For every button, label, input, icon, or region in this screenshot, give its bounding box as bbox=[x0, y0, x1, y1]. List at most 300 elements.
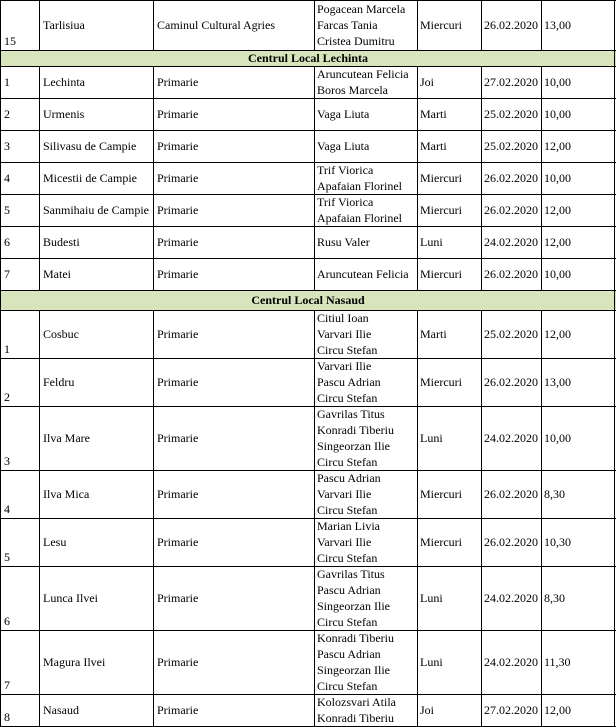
column-border bbox=[314, 518, 315, 566]
column-border bbox=[0, 98, 1, 130]
person-name: Vaga Liuta bbox=[317, 139, 370, 153]
column-border bbox=[614, 50, 615, 66]
row-number: 5 bbox=[4, 550, 10, 564]
row-number: 4 bbox=[4, 171, 10, 185]
date-cell: 25.02.2020 bbox=[484, 139, 538, 153]
column-border bbox=[314, 0, 315, 50]
row-border bbox=[0, 130, 616, 131]
hour-cell: 13,00 bbox=[544, 18, 571, 32]
column-border bbox=[417, 130, 418, 162]
column-border bbox=[417, 694, 418, 726]
column-border bbox=[481, 162, 482, 194]
person-name: Circu Stefan bbox=[317, 503, 378, 517]
date-cell: 25.02.2020 bbox=[484, 327, 538, 341]
person-name: Apafaian Florinel bbox=[317, 211, 402, 225]
person-name: Circu Stefan bbox=[317, 455, 378, 469]
row-number: 5 bbox=[4, 203, 10, 217]
table-row[interactable] bbox=[0, 0, 616, 50]
person-name: Pascu Adrian bbox=[317, 471, 381, 485]
institution-cell: Primarie bbox=[157, 375, 199, 389]
column-border bbox=[0, 566, 1, 630]
hour-cell: 12,00 bbox=[544, 327, 571, 341]
persons-cell bbox=[317, 566, 417, 630]
row-number: 1 bbox=[4, 75, 10, 89]
person-name: Gavrilas Titus bbox=[317, 567, 385, 581]
column-border bbox=[481, 630, 482, 694]
row-border bbox=[0, 470, 616, 471]
institution-cell: Caminul Cultural Agries bbox=[157, 18, 275, 32]
column-border bbox=[314, 226, 315, 258]
day-cell: Miercuri bbox=[420, 18, 462, 32]
column-border bbox=[614, 226, 615, 258]
column-border bbox=[314, 694, 315, 726]
column-border bbox=[481, 518, 482, 566]
column-border bbox=[417, 258, 418, 290]
person-name: Boros Marcela bbox=[317, 83, 388, 97]
institution-cell: Primarie bbox=[157, 431, 199, 445]
column-border bbox=[417, 310, 418, 358]
column-border bbox=[0, 518, 1, 566]
locality-cell: Tarlisiua bbox=[43, 18, 85, 32]
persons-cell bbox=[317, 406, 417, 470]
column-border bbox=[417, 194, 418, 226]
institution-cell: Primarie bbox=[157, 591, 199, 605]
person-name: Varvari Ilie bbox=[317, 535, 372, 549]
column-border bbox=[153, 470, 154, 518]
hour-cell: 12,00 bbox=[544, 703, 571, 717]
date-cell: 26.02.2020 bbox=[484, 203, 538, 217]
column-border bbox=[39, 226, 40, 258]
column-border bbox=[481, 470, 482, 518]
row-border bbox=[0, 98, 616, 99]
day-cell: Miercuri bbox=[420, 375, 462, 389]
person-name: Circu Stefan bbox=[317, 679, 378, 693]
locality-cell: Urmenis bbox=[43, 107, 85, 121]
locality-cell: Feldru bbox=[43, 375, 75, 389]
institution-cell: Primarie bbox=[157, 235, 199, 249]
hour-cell: 12,00 bbox=[544, 139, 571, 153]
hour-cell: 11,30 bbox=[544, 655, 571, 669]
column-border bbox=[481, 310, 482, 358]
person-name: Pogacean Marcela bbox=[317, 2, 406, 16]
column-border bbox=[314, 66, 315, 98]
row-border bbox=[0, 66, 616, 67]
table-row[interactable] bbox=[0, 518, 616, 566]
row-border bbox=[0, 162, 616, 163]
table-row[interactable] bbox=[0, 258, 616, 290]
hour-cell: 10,00 bbox=[544, 267, 571, 281]
column-border bbox=[153, 258, 154, 290]
column-border bbox=[153, 406, 154, 470]
hour-cell: 10,00 bbox=[544, 75, 571, 89]
person-name: Circu Stefan bbox=[317, 391, 378, 405]
person-name: Kolozsvari Atila bbox=[317, 695, 396, 709]
column-border bbox=[314, 162, 315, 194]
person-name: Singeorzan Ilie bbox=[317, 663, 390, 677]
column-border bbox=[614, 162, 615, 194]
column-border bbox=[153, 130, 154, 162]
person-name: Singeorzan Ilie bbox=[317, 599, 390, 613]
institution-cell: Primarie bbox=[157, 267, 199, 281]
column-border bbox=[153, 66, 154, 98]
column-border bbox=[153, 0, 154, 50]
column-border bbox=[541, 258, 542, 290]
person-name: Varvari Ilie bbox=[317, 487, 372, 501]
person-name: Pascu Adrian bbox=[317, 647, 381, 661]
column-border bbox=[481, 358, 482, 406]
row-border bbox=[0, 310, 616, 311]
date-cell: 24.02.2020 bbox=[484, 591, 538, 605]
column-border bbox=[417, 518, 418, 566]
column-border bbox=[417, 66, 418, 98]
person-name: Trif Viorica bbox=[317, 163, 374, 177]
person-name: Gavrilas Titus bbox=[317, 407, 385, 421]
column-border bbox=[614, 406, 615, 470]
row-number: 2 bbox=[4, 107, 10, 121]
locality-cell: Ilva Mare bbox=[43, 431, 90, 445]
column-border bbox=[614, 310, 615, 358]
column-border bbox=[614, 194, 615, 226]
column-border bbox=[614, 630, 615, 694]
locality-cell: Lunca Ilvei bbox=[43, 591, 98, 605]
column-border bbox=[541, 0, 542, 50]
day-cell: Miercuri bbox=[420, 535, 462, 549]
column-border bbox=[39, 694, 40, 726]
column-border bbox=[314, 130, 315, 162]
column-border bbox=[314, 358, 315, 406]
column-border bbox=[39, 130, 40, 162]
column-border bbox=[614, 98, 615, 130]
date-cell: 24.02.2020 bbox=[484, 431, 538, 445]
persons-cell bbox=[317, 310, 417, 358]
person-name: Singeorzan Ilie bbox=[317, 439, 390, 453]
column-border bbox=[417, 358, 418, 406]
person-name: Aruncutean Felicia bbox=[317, 267, 409, 281]
column-border bbox=[153, 162, 154, 194]
column-border bbox=[39, 406, 40, 470]
table-row[interactable] bbox=[0, 694, 616, 726]
table-row[interactable] bbox=[0, 566, 616, 630]
column-border bbox=[417, 98, 418, 130]
column-border bbox=[481, 130, 482, 162]
persons-cell bbox=[317, 130, 417, 162]
column-border bbox=[39, 162, 40, 194]
column-border bbox=[314, 258, 315, 290]
column-border bbox=[417, 226, 418, 258]
column-border bbox=[417, 470, 418, 518]
column-border bbox=[153, 226, 154, 258]
person-name: Konradi Tiberiu bbox=[317, 423, 395, 437]
row-border bbox=[0, 290, 616, 291]
row-number: 6 bbox=[4, 614, 10, 628]
column-border bbox=[614, 130, 615, 162]
date-cell: 24.02.2020 bbox=[484, 655, 538, 669]
date-cell: 24.02.2020 bbox=[484, 235, 538, 249]
date-cell: 27.02.2020 bbox=[484, 75, 538, 89]
column-border bbox=[0, 290, 1, 310]
column-border bbox=[481, 694, 482, 726]
row-number: 3 bbox=[4, 454, 10, 468]
hour-cell: 10,00 bbox=[544, 107, 571, 121]
locality-cell: Micestii de Campie bbox=[43, 171, 137, 185]
column-border bbox=[417, 0, 418, 50]
column-border bbox=[614, 518, 615, 566]
column-border bbox=[541, 162, 542, 194]
column-border bbox=[39, 566, 40, 630]
table-row[interactable] bbox=[0, 470, 616, 518]
hour-cell: 12,00 bbox=[544, 203, 571, 217]
table-row[interactable] bbox=[0, 358, 616, 406]
date-cell: 26.02.2020 bbox=[484, 487, 538, 501]
day-cell: Luni bbox=[420, 655, 443, 669]
locality-cell: Magura Ilvei bbox=[43, 655, 106, 669]
date-cell: 26.02.2020 bbox=[484, 375, 538, 389]
column-border bbox=[481, 194, 482, 226]
column-border bbox=[314, 470, 315, 518]
column-border bbox=[417, 566, 418, 630]
section-header-row[interactable] bbox=[0, 290, 616, 310]
column-border bbox=[0, 406, 1, 470]
column-border bbox=[314, 566, 315, 630]
table-row[interactable] bbox=[0, 130, 616, 162]
locality-cell: Matei bbox=[43, 267, 71, 281]
day-cell: Joi bbox=[420, 703, 435, 717]
column-border bbox=[153, 518, 154, 566]
row-border bbox=[0, 194, 616, 195]
persons-cell bbox=[317, 98, 417, 130]
column-border bbox=[0, 0, 1, 50]
persons-cell bbox=[317, 66, 417, 98]
column-border bbox=[39, 630, 40, 694]
person-name: Pascu Adrian bbox=[317, 583, 381, 597]
row-border bbox=[0, 0, 616, 1]
column-border bbox=[39, 98, 40, 130]
column-border bbox=[153, 694, 154, 726]
person-name: Marian Livia bbox=[317, 519, 380, 533]
column-border bbox=[614, 66, 615, 98]
person-name: Trif Viorica bbox=[317, 195, 374, 209]
person-name: Citiul Ioan bbox=[317, 311, 369, 325]
persons-cell bbox=[317, 162, 417, 194]
table-row[interactable] bbox=[0, 162, 616, 194]
column-border bbox=[314, 310, 315, 358]
row-border bbox=[0, 630, 616, 631]
column-border bbox=[39, 470, 40, 518]
column-border bbox=[614, 290, 615, 310]
column-border bbox=[541, 566, 542, 630]
row-number: 2 bbox=[4, 390, 10, 404]
column-border bbox=[314, 406, 315, 470]
day-cell: Luni bbox=[420, 235, 443, 249]
column-border bbox=[0, 358, 1, 406]
day-cell: Luni bbox=[420, 431, 443, 445]
persons-cell bbox=[317, 258, 417, 290]
column-border bbox=[0, 162, 1, 194]
table-row[interactable] bbox=[0, 406, 616, 470]
column-border bbox=[541, 98, 542, 130]
person-name: Konradi Tiberiu bbox=[317, 711, 395, 725]
column-border bbox=[417, 162, 418, 194]
column-border bbox=[0, 66, 1, 98]
institution-cell: Primarie bbox=[157, 535, 199, 549]
column-border bbox=[39, 258, 40, 290]
column-border bbox=[314, 98, 315, 130]
persons-cell bbox=[317, 0, 417, 50]
institution-cell: Primarie bbox=[157, 655, 199, 669]
row-border bbox=[0, 694, 616, 695]
column-border bbox=[0, 630, 1, 694]
row-border bbox=[0, 566, 616, 567]
column-border bbox=[541, 358, 542, 406]
column-border bbox=[0, 470, 1, 518]
table-row[interactable] bbox=[0, 194, 616, 226]
hour-cell: 10,00 bbox=[544, 431, 571, 445]
column-border bbox=[0, 258, 1, 290]
day-cell: Marti bbox=[420, 139, 447, 153]
persons-cell bbox=[317, 518, 417, 566]
column-border bbox=[39, 66, 40, 98]
column-border bbox=[614, 258, 615, 290]
institution-cell: Primarie bbox=[157, 75, 199, 89]
column-border bbox=[314, 630, 315, 694]
column-border bbox=[153, 98, 154, 130]
table-row[interactable] bbox=[0, 226, 616, 258]
day-cell: Miercuri bbox=[420, 203, 462, 217]
row-border bbox=[0, 50, 616, 51]
day-cell: Miercuri bbox=[420, 171, 462, 185]
column-border bbox=[0, 694, 1, 726]
row-number: 6 bbox=[4, 235, 10, 249]
locality-cell: Silivasu de Campie bbox=[43, 139, 137, 153]
institution-cell: Primarie bbox=[157, 203, 199, 217]
locality-cell: Ilva Mica bbox=[43, 487, 90, 501]
column-border bbox=[0, 226, 1, 258]
row-border bbox=[0, 226, 616, 227]
institution-cell: Primarie bbox=[157, 171, 199, 185]
column-border bbox=[614, 694, 615, 726]
row-number: 3 bbox=[4, 139, 10, 153]
column-border bbox=[481, 226, 482, 258]
column-border bbox=[541, 630, 542, 694]
person-name: Circu Stefan bbox=[317, 615, 378, 629]
institution-cell: Primarie bbox=[157, 487, 199, 501]
person-name: Apafaian Florinel bbox=[317, 179, 402, 193]
row-number: 15 bbox=[4, 34, 16, 48]
table-row[interactable] bbox=[0, 630, 616, 694]
column-border bbox=[541, 130, 542, 162]
date-cell: 26.02.2020 bbox=[484, 18, 538, 32]
person-name: Varvari Ilie bbox=[317, 327, 372, 341]
date-cell: 26.02.2020 bbox=[484, 267, 538, 281]
row-border bbox=[0, 406, 616, 407]
person-name: Konradi Tiberiu bbox=[317, 631, 395, 645]
day-cell: Miercuri bbox=[420, 487, 462, 501]
row-border bbox=[0, 518, 616, 519]
day-cell: Joi bbox=[420, 75, 435, 89]
column-border bbox=[541, 470, 542, 518]
person-name: Vaga Liuta bbox=[317, 107, 370, 121]
column-border bbox=[39, 194, 40, 226]
person-name: Varvari Ilie bbox=[317, 359, 372, 373]
section-header-row[interactable] bbox=[0, 50, 616, 66]
column-border bbox=[541, 226, 542, 258]
persons-cell bbox=[317, 694, 417, 726]
column-border bbox=[153, 194, 154, 226]
institution-cell: Primarie bbox=[157, 327, 199, 341]
hour-cell: 10,30 bbox=[544, 535, 571, 549]
date-cell: 26.02.2020 bbox=[484, 535, 538, 549]
row-border bbox=[0, 358, 616, 359]
hour-cell: 12,00 bbox=[544, 235, 571, 249]
date-cell: 26.02.2020 bbox=[484, 171, 538, 185]
persons-cell bbox=[317, 194, 417, 226]
column-border bbox=[614, 358, 615, 406]
persons-cell bbox=[317, 470, 417, 518]
column-border bbox=[0, 50, 1, 66]
column-border bbox=[153, 630, 154, 694]
person-name: Circu Stefan bbox=[317, 343, 378, 357]
column-border bbox=[0, 310, 1, 358]
row-number: 4 bbox=[4, 502, 10, 516]
column-border bbox=[417, 630, 418, 694]
column-border bbox=[481, 66, 482, 98]
column-border bbox=[0, 130, 1, 162]
column-border bbox=[0, 194, 1, 226]
institution-cell: Primarie bbox=[157, 139, 199, 153]
column-border bbox=[614, 566, 615, 630]
row-number: 1 bbox=[4, 342, 10, 356]
person-name: Cristea Dumitru bbox=[317, 34, 395, 48]
column-border bbox=[614, 470, 615, 518]
hour-cell: 8,30 bbox=[544, 591, 565, 605]
column-border bbox=[541, 310, 542, 358]
column-border bbox=[153, 566, 154, 630]
column-border bbox=[481, 98, 482, 130]
column-border bbox=[481, 406, 482, 470]
row-number: 8 bbox=[4, 710, 10, 724]
section-title: Centrul Local Lechinta bbox=[248, 51, 368, 65]
row-number: 7 bbox=[4, 678, 10, 692]
table-row[interactable] bbox=[0, 66, 616, 98]
column-border bbox=[39, 0, 40, 50]
day-cell: Marti bbox=[420, 327, 447, 341]
table-row[interactable] bbox=[0, 98, 616, 130]
day-cell: Luni bbox=[420, 591, 443, 605]
column-border bbox=[481, 258, 482, 290]
column-border bbox=[541, 694, 542, 726]
column-border bbox=[481, 0, 482, 50]
column-border bbox=[541, 406, 542, 470]
hour-cell: 8,30 bbox=[544, 487, 565, 501]
column-border bbox=[541, 66, 542, 98]
column-border bbox=[417, 406, 418, 470]
day-cell: Marti bbox=[420, 107, 447, 121]
locality-cell: Budesti bbox=[43, 235, 80, 249]
institution-cell: Primarie bbox=[157, 107, 199, 121]
hour-cell: 10,00 bbox=[544, 171, 571, 185]
column-border bbox=[481, 566, 482, 630]
date-cell: 27.02.2020 bbox=[484, 703, 538, 717]
person-name: Rusu Valer bbox=[317, 235, 370, 249]
person-name: Circu Stefan bbox=[317, 551, 378, 565]
persons-cell bbox=[317, 226, 417, 258]
column-border bbox=[541, 194, 542, 226]
locality-cell: Nasaud bbox=[43, 703, 79, 717]
persons-cell bbox=[317, 358, 417, 406]
table-row[interactable] bbox=[0, 310, 616, 358]
hour-cell: 13,00 bbox=[544, 375, 571, 389]
column-border bbox=[314, 194, 315, 226]
